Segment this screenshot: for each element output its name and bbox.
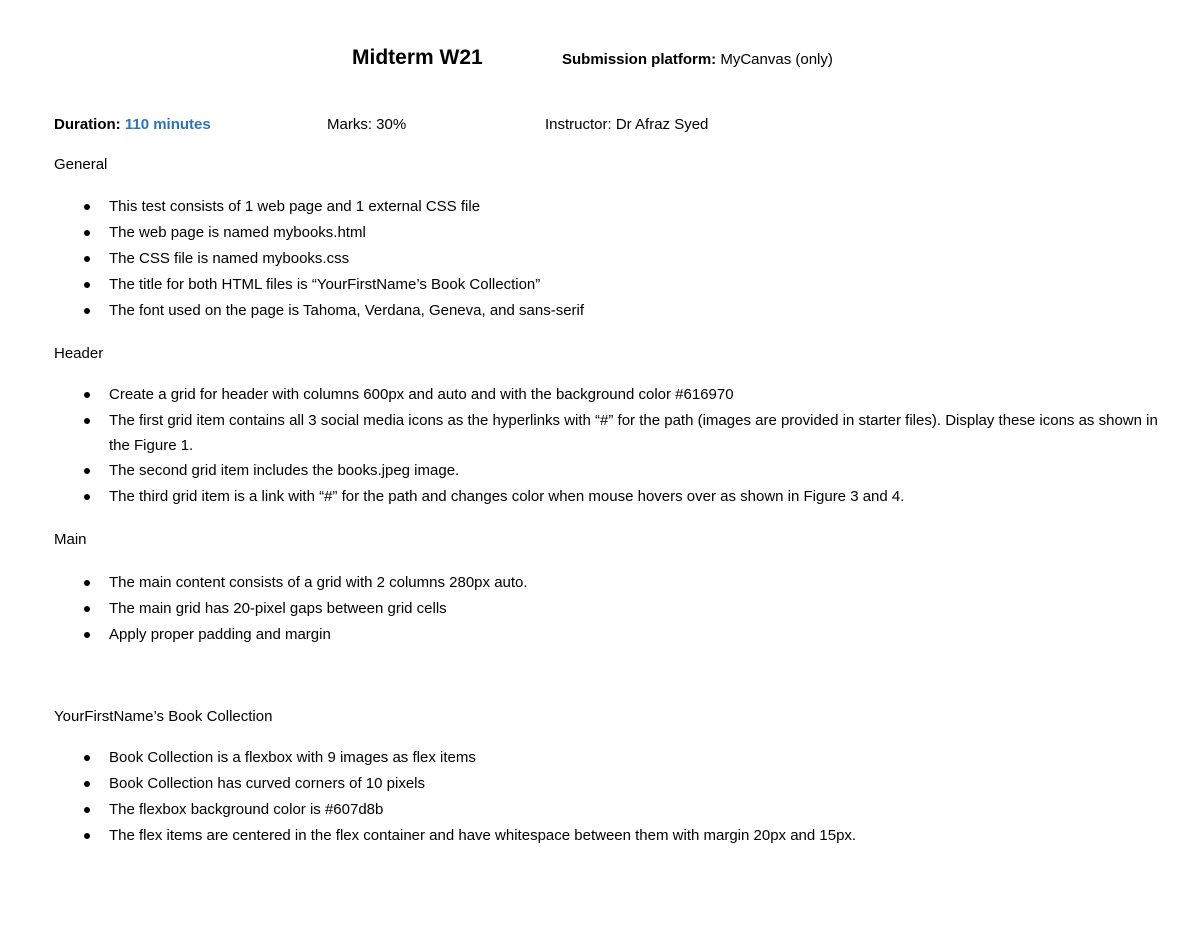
list-item: The web page is named mybooks.html [54, 220, 1164, 246]
section-heading-main: Main [54, 531, 87, 548]
meta-row [54, 116, 1154, 138]
list-item: The flex items are centered in the flex container and have whitespace between them with margin 20px and 15px. [54, 823, 1164, 849]
submission-label: Submission platform: [562, 51, 717, 68]
section-heading-collection: YourFirstName’s Book Collection [54, 708, 273, 725]
marks: Marks: 30% [327, 116, 407, 133]
duration-label: Duration: [54, 116, 121, 133]
list-item: The main content consists of a grid with 2 columns 280px auto. [54, 570, 1164, 596]
title-row [352, 46, 1112, 76]
list-item: The title for both HTML files is “YourFirstName’s Book Collection” [54, 272, 1164, 298]
list-item: The CSS file is named mybooks.css [54, 246, 1164, 272]
list-item: The main grid has 20-pixel gaps between grid cells [54, 596, 1164, 622]
submission-value: MyCanvas (only) [720, 51, 833, 68]
duration [54, 116, 211, 133]
section-heading-header: Header [54, 345, 104, 362]
section-heading-general: General [54, 156, 108, 173]
header-list [54, 382, 1164, 510]
list-item: Book Collection is a flexbox with 9 images as flex items [54, 745, 1164, 771]
main-list [54, 570, 1164, 648]
list-item: The flexbox background color is #607d8b [54, 797, 1164, 823]
duration-value: 110 minutes [124, 116, 211, 133]
submission-platform [562, 51, 833, 68]
list-item: Book Collection has curved corners of 10 pixels [54, 771, 1164, 797]
list-item: The first grid item contains all 3 social media icons as the hyperlinks with “#” for the path (images are provided in starter files). Display these icons as shown in the Figure 1. [54, 408, 1164, 458]
list-item: This test consists of 1 web page and 1 external CSS file [54, 194, 1164, 220]
list-item: Apply proper padding and margin [54, 622, 1164, 648]
collection-list [54, 745, 1164, 849]
list-item: The second grid item includes the books.jpeg image. [54, 458, 1164, 484]
list-item: Create a grid for header with columns 600px and auto and with the background color #616970 [54, 382, 1164, 408]
general-list [54, 194, 1164, 324]
instructor: Instructor: Dr Afraz Syed [545, 116, 709, 133]
page-title: Midterm W21 [352, 46, 483, 69]
list-item: The third grid item is a link with “#” for the path and changes color when mouse hovers over as shown in Figure 3 and 4. [54, 484, 1164, 510]
list-item: The font used on the page is Tahoma, Verdana, Geneva, and sans-serif [54, 298, 1164, 324]
